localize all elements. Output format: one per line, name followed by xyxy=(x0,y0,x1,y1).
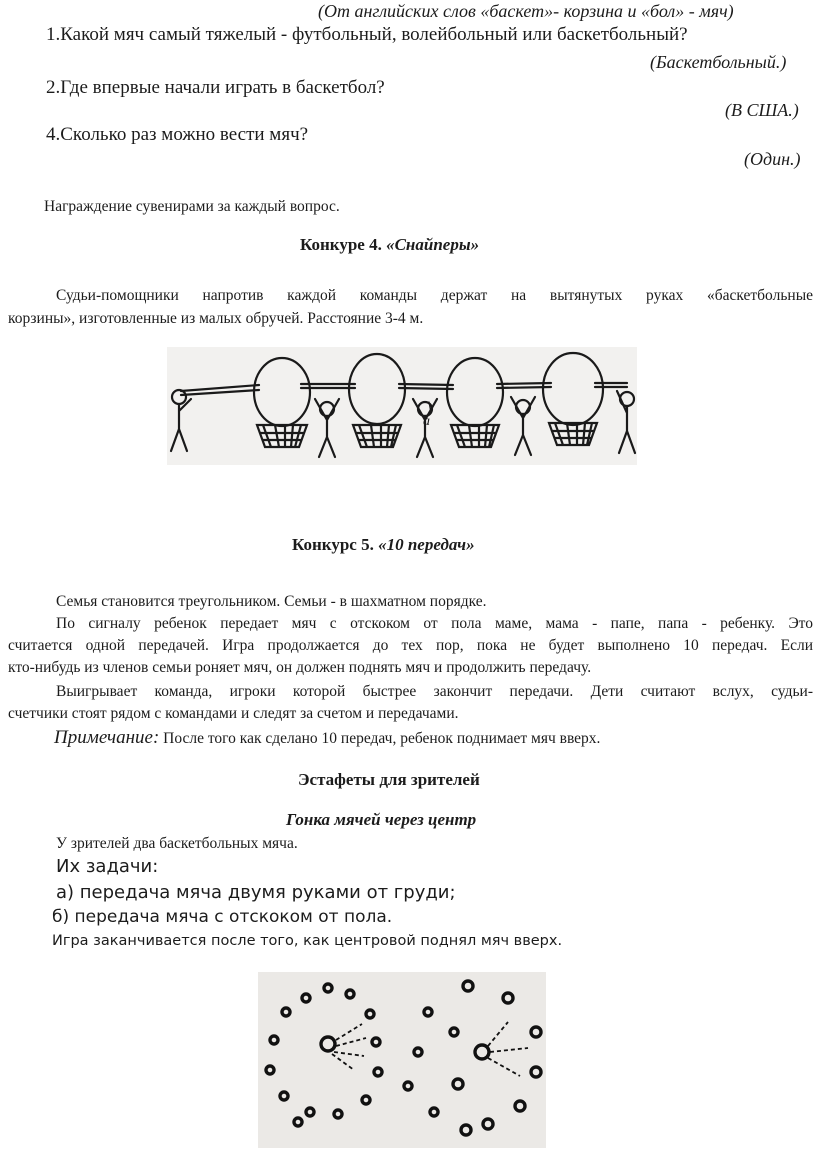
question-2: 2.Где впервые начали играть в баскетбол? xyxy=(46,77,385,98)
contest4-title-italic: «Снайперы» xyxy=(386,235,480,254)
contest4-title-plain: Конкуре 4. xyxy=(300,235,387,254)
etymology-note: (От английских слов «баскет»- корзина и «бол» - мяч) xyxy=(318,1,734,21)
relay-line2: Их задачи: xyxy=(56,856,159,877)
contest5-title-italic: «10 передач» xyxy=(378,535,475,554)
snipers-drawing xyxy=(167,347,637,465)
relay-figure xyxy=(258,972,546,1148)
answer-1: (Баскетбольный.) xyxy=(650,52,787,72)
contest5-p2-line1: По сигналу ребенок передает мяч с отскоком от пола маме, мама - папе, папа - ребенку. Это xyxy=(56,615,813,632)
contest4-title xyxy=(300,235,479,255)
relay-title: Эстафеты для зрителей xyxy=(298,770,480,789)
relay-drawing xyxy=(258,972,546,1148)
relay-line1: У зрителей два баскетбольных мяча. xyxy=(56,835,298,852)
contest4-para-line1: Судьи-помощники напротив каждой команды держат на вытянутых руках «баскетбольные xyxy=(56,287,813,304)
relay-line3: а) передача мяча двумя руками от груди; xyxy=(56,882,456,903)
figure-label: а xyxy=(423,414,430,429)
note-label: Примечание: xyxy=(54,727,160,748)
contest5-p2-line2: считается одной передачей. Игра продолжается до тех пор, пока не будет выполнено 10 передач. Если xyxy=(8,637,813,654)
contest5-title xyxy=(292,535,475,555)
question-4: 4.Сколько раз можно вести мяч? xyxy=(46,124,309,145)
note-text: После того как сделано 10 передач, ребенок поднимает мяч вверх. xyxy=(159,730,601,747)
contest5-title-plain: Конкурс 5. xyxy=(292,535,379,554)
relay-subtitle: Гонка мячей через центр xyxy=(286,810,477,829)
relay-line4: б) передача мяча с отскоком от пола. xyxy=(52,907,393,927)
contest5-p1: Семья становится треугольником. Семьи - в шахматном порядке. xyxy=(56,593,487,610)
relay-line5: Игра заканчивается после того, как центровой поднял мяч вверх. xyxy=(52,933,563,949)
contest5-p3-line2: счетчики стоят рядом с командами и следят за счетом и передачами. xyxy=(8,705,459,722)
award-note: Награждение сувенирами за каждый вопрос. xyxy=(44,198,340,215)
contest4-para-line2: корзины», изготовленные из малых обручей. Расстояние 3-4 м. xyxy=(8,310,424,327)
contest5-note xyxy=(54,727,600,749)
answer-4: (Один.) xyxy=(744,149,801,169)
contest5-p2-line3: кто-нибудь из членов семьи роняет мяч, он должен поднять мяч и продолжить передачу. xyxy=(8,659,592,676)
answer-2: (В США.) xyxy=(725,100,799,120)
question-1: 1.Какой мяч самый тяжелый - футбольный, волейбольный или баскетбольный? xyxy=(46,24,688,45)
contest5-p3-line1: Выигрывает команда, игроки которой быстрее закончит передачи. Дети считают вслух, судьи- xyxy=(56,683,813,700)
snipers-figure xyxy=(167,347,637,465)
